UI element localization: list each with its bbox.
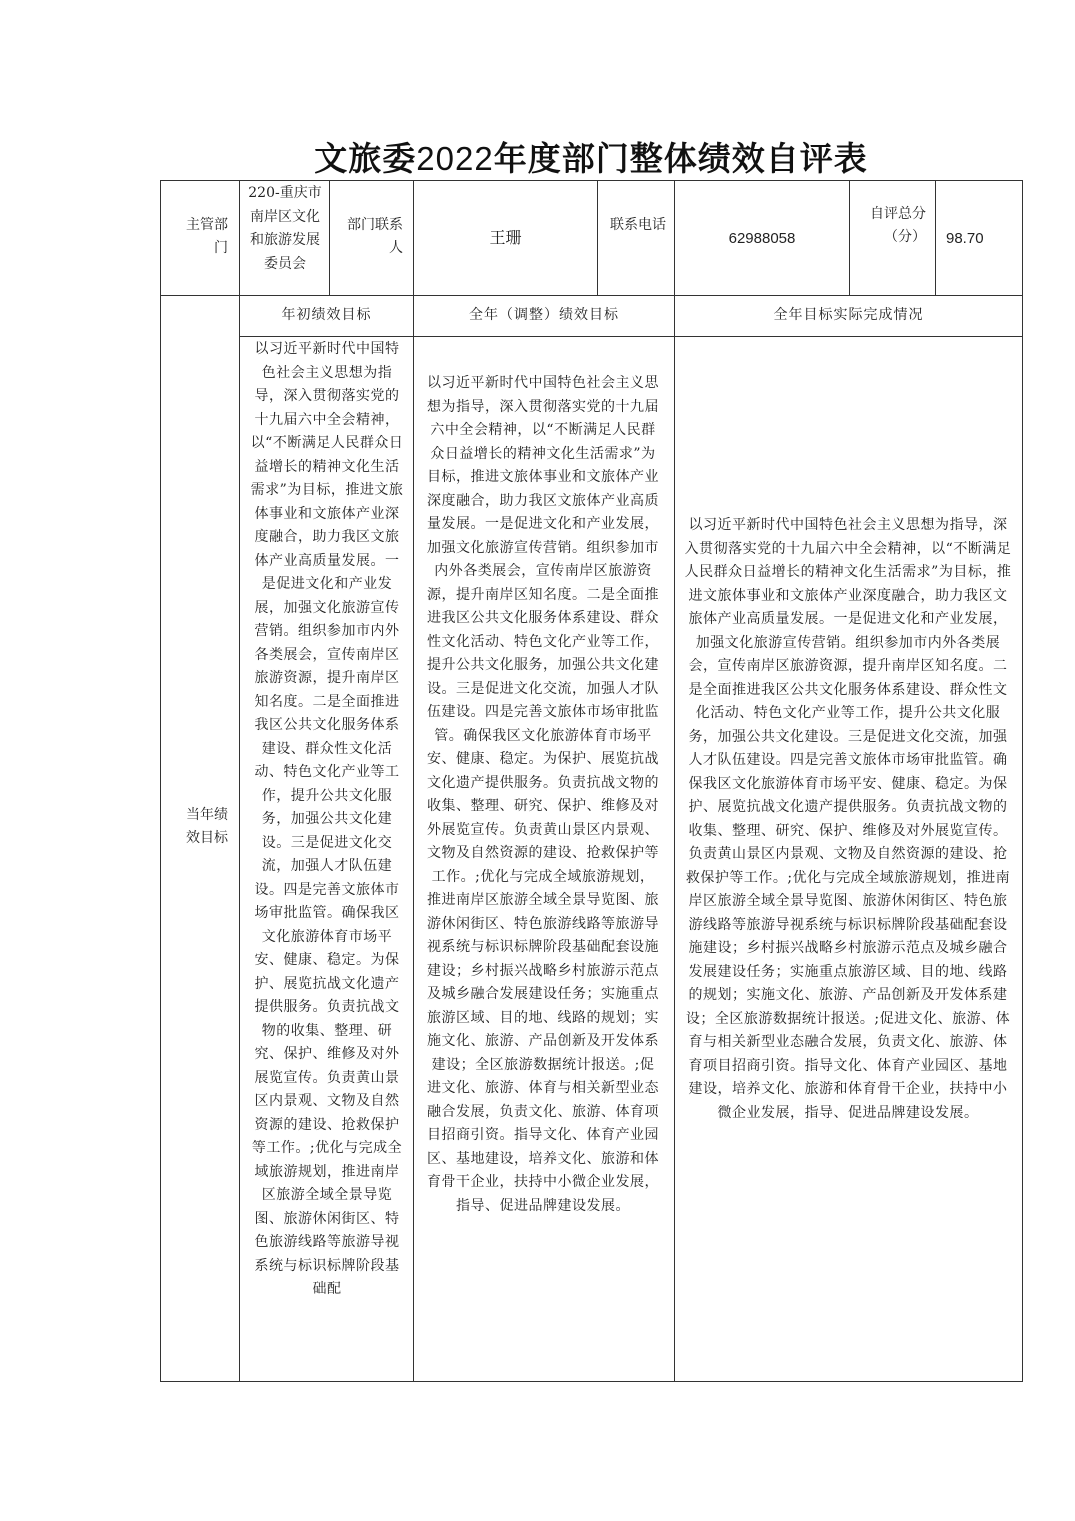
table-line-col7 <box>935 180 936 296</box>
table-line-header-bottom <box>160 295 1023 296</box>
goals-row-label: 当年绩效目标 <box>186 807 228 846</box>
table-border-bottom <box>160 1381 1023 1382</box>
dept-label: 主管部门 <box>186 217 228 256</box>
table-line-col5 <box>674 180 675 1382</box>
adjusted-goal-text: 以习近平新时代中国特色社会主义思想为指导，深入贯彻落实党的十九届六中全会精神，以“不断满足人民群众日益增长的精神文化生活需求”为目标，推进文旅体事业和文旅体产业深度融合，助力我区文旅体产业高质量发展。一是促进文化和产业发展，加强文化旅游宣传营销。组织参加市内外各类展会，宣传南岸区旅游资源，提升南岸区知名度。二是全面推进我区公共文化服务体系建设、群众性文化活动、特色文化产业等工作，提升公共文化服务，加强公共文化建设。三是促进文化交流，加强人才队伍建设。四是完善文旅体市场审批监管。确保我区文化旅游体育市场平安、健康、稳定。为保护、展览抗战文化遗产提供服务。负责抗战文物的收集、整理、研究、保护、维修及对外展览宣传。负责黄山景区内景观、文物及自然资源的建设、抢救保护等工作。;优化与完成全域旅游规划，推进南岸区旅游全域全景导览图、旅游休闲街区、特色旅游线路等旅游导视系统与标识标牌阶段基础配套设施建设；乡村振兴战略乡村旅游示范点及城乡融合发展建设任务；实施重点旅游区域、目的地、线路的规划；实施文化、旅游、产品创新及开发体系建设；全区旅游数据统计报送。;促进文化、旅游、体育与相关新型业态融合发展，负责文化、旅游、体育项目招商引资。指导文化、体育产业园区、基地建设，培养文化、旅游和体育骨干企业，扶持中小微企业发展，指导、促进品牌建设发展。 <box>427 375 659 1214</box>
table-line-col4 <box>597 180 598 296</box>
table-border-top <box>160 180 1023 181</box>
table-line-col3 <box>413 180 414 1382</box>
table-line-columns-bottom <box>239 336 1023 337</box>
phone-value: 62988058 <box>728 230 796 247</box>
col-header-initial: 年初绩效目标 <box>281 307 372 323</box>
score-label: 自评总分（分） <box>870 206 926 245</box>
title-year: 2022 <box>416 140 494 177</box>
score-value: 98.70 <box>946 230 984 247</box>
table-border-left <box>160 180 161 1382</box>
table-line-col1 <box>239 180 240 1382</box>
title-suffix: 年度部门整体绩效自评表 <box>493 139 868 178</box>
initial-goal-text: 以习近平新时代中国特色社会主义思想为指导，深入贯彻落实党的十九届六中全会精神，以“不断满足人民群众日益增长的精神文化生活需求”为目标，推进文旅体事业和文旅体产业深度融合，助力我区文旅体产业高质量发展。一是促进文化和产业发展，加强文化旅游宣传营销。组织参加市内外各类展会，宣传南岸区旅游资源，提升南岸区知名度。二是全面推进我区公共文化服务体系建设、群众性文化活动、特色文化产业等工作，提升公共文化服务，加强公共文化建设。三是促进文化交流，加强人才队伍建设。四是完善文旅体市场审批监管。确保我区文化旅游体育市场平安、健康、稳定。为保护、展览抗战文化遗产提供服务。负责抗战文物的收集、整理、研究、保护、维修及对外展览宣传。负责黄山景区内景观、文物及自然资源的建设、抢救保护等工作。;优化与完成全域旅游规划，推进南岸区旅游全域全景导览图、旅游休闲街区、特色旅游线路等旅游导视系统与标识标牌阶段基础配 <box>250 341 404 1297</box>
contact-value: 王珊 <box>489 228 522 247</box>
col-header-adjusted: 全年（调整）绩效目标 <box>469 307 619 323</box>
actual-completion-text: 以习近平新时代中国特色社会主义思想为指导，深入贯彻落实党的十九届六中全会精神，以“不断满足人民群众日益增长的精神文化生活需求”为目标，推进文旅体事业和文旅体产业深度融合，助力我区文旅体产业高质量发展。一是促进文化和产业发展，加强文化旅游宣传营销。组织参加市内外各类展会，宣传南岸区旅游资源，提升南岸区知名度。二是全面推进我区公共文化服务体系建设、群众性文化活动、特色文化产业等工作，提升公共文化服务，加强公共文化建设。三是促进文化交流，加强人才队伍建设。四是完善文旅体市场审批监管。确保我区文化旅游体育市场平安、健康、稳定。为保护、展览抗战文化遗产提供服务。负责抗战文物的收集、整理、研究、保护、维修及对外展览宣传。负责黄山景区内景观、文物及自然资源的建设、抢救保护等工作。;优化与完成全域旅游规划，推进南岸区旅游全域全景导览图、旅游休闲街区、特色旅游线路等旅游导视系统与标识标牌阶段基础配套设施建设；乡村振兴战略乡村旅游示范点及城乡融合发展建设任务；实施重点旅游区域、目的地、线路的规划；实施文化、旅游、产品创新及开发体系建设；全区旅游数据统计报送。;促进文化、旅游、体育与相关新型业态融合发展，负责文化、旅游、体育项目招商引资。指导文化、体育产业园区、基地建设，培养文化、旅游和体育骨干企业，扶持中小微企业发展，指导、促进品牌建设发展。 <box>684 517 1012 1121</box>
title-prefix: 文旅委 <box>314 139 417 178</box>
phone-label: 联系电话 <box>610 217 666 233</box>
contact-label: 部门联系人 <box>347 217 403 256</box>
page-title <box>160 133 1022 180</box>
table-line-col6 <box>849 180 850 296</box>
dept-value: 220-重庆市南岸区文化和旅游发展委员会 <box>248 185 322 272</box>
table-border-right <box>1022 180 1023 1382</box>
table-line-col2 <box>329 180 330 296</box>
col-header-actual: 全年目标实际完成情况 <box>773 307 924 323</box>
